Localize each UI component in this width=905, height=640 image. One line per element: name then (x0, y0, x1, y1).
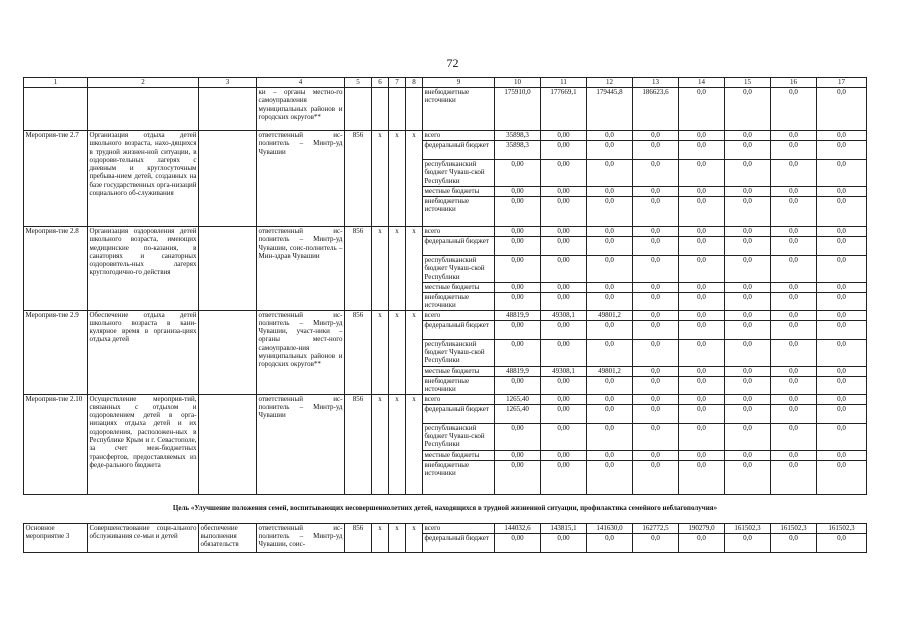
funding-source: всего (423, 227, 495, 237)
value-cell: 0,0 (817, 423, 867, 450)
value-cell: 0,0 (817, 160, 867, 187)
value-cell: 162772,5 (633, 523, 679, 533)
target-code: х (389, 523, 406, 552)
funding-source: всего (423, 310, 495, 320)
value-cell: 0,0 (587, 423, 633, 450)
expense-code: х (406, 131, 423, 227)
value-cell: 48819,9 (495, 366, 541, 376)
value-cell: 0,0 (679, 310, 725, 320)
value-cell: 0,00 (541, 293, 587, 311)
measure-title: Организация оздоровления детей школьного возраста, имеющих медицинские по-казания, в санаториях и санаторных оздоровитель-ных лагерях круглогодично-го действия (88, 227, 199, 311)
value-cell: 0,0 (817, 366, 867, 376)
value-cell: 0,00 (541, 460, 587, 494)
value-cell: 0,0 (725, 366, 771, 376)
value-cell: 0,00 (541, 533, 587, 552)
value-cell: 35898,3 (495, 141, 541, 160)
value-cell: 0,0 (587, 339, 633, 366)
value-cell: 0,0 (817, 131, 867, 141)
funding-source: федеральный бюджет (423, 237, 495, 256)
value-cell: 49801,2 (587, 366, 633, 376)
value-cell: 0,00 (495, 320, 541, 339)
value-cell: 0,0 (587, 197, 633, 227)
column-number: 17 (817, 78, 867, 88)
section-code: х (372, 131, 389, 227)
empty-cell (372, 88, 389, 131)
value-cell: 0,0 (725, 88, 771, 131)
funding-source: местные бюджеты (423, 450, 495, 460)
measure-number: Мероприя-тие 2.10 (24, 394, 88, 494)
value-cell: 0,00 (495, 197, 541, 227)
value-cell: 0,00 (495, 256, 541, 283)
value-cell: 0,0 (633, 423, 679, 450)
value-cell: 0,0 (633, 131, 679, 141)
value-cell: 0,0 (817, 339, 867, 366)
value-cell: 0,0 (633, 376, 679, 394)
value-cell: 143815,1 (541, 523, 587, 533)
value-cell: 0,0 (679, 237, 725, 256)
target-code: х (389, 394, 406, 494)
value-cell: 0,0 (725, 460, 771, 494)
target-code: х (389, 131, 406, 227)
value-cell: 49801,2 (587, 310, 633, 320)
value-cell: 0,0 (679, 450, 725, 460)
column-number: 5 (345, 78, 372, 88)
value-cell: 0,0 (725, 533, 771, 552)
responsible-cell: ответственный ис-полнитель – Минтр-уд Чувашии, соис- (257, 523, 345, 552)
empty-cell (389, 88, 406, 131)
value-cell: 0,0 (679, 423, 725, 450)
measure-title: Обеспечение отдыха детей школьного возраста в кани-кулярное время в организа-циях отдыха детей (88, 310, 199, 394)
value-cell: 179445,8 (587, 88, 633, 131)
funding-source: всего (423, 394, 495, 404)
goal-heading: Цель «Улучшение положения семей, воспитывающих несовершеннолетних детей, находящихся в трудной жизненной ситуации, профилактика семейного неблагополучия» (24, 494, 867, 523)
value-cell: 0,0 (679, 197, 725, 227)
value-cell: 0,0 (771, 141, 817, 160)
value-cell: 0,00 (495, 283, 541, 293)
funding-source: всего (423, 523, 495, 533)
value-cell: 0,0 (679, 187, 725, 197)
budget-code: 856 (345, 394, 372, 494)
column-number: 14 (679, 78, 725, 88)
value-cell: 0,0 (633, 450, 679, 460)
value-cell: 141630,0 (587, 523, 633, 533)
value-cell: 0,0 (725, 131, 771, 141)
value-cell: 0,0 (679, 460, 725, 494)
value-cell: 0,00 (541, 237, 587, 256)
responsible-cell: ки – органы местно-го самоуправления муниципальных районов и городских округов** (257, 88, 345, 131)
expense-code: х (406, 523, 423, 552)
value-cell: 0,0 (771, 366, 817, 376)
column-number: 8 (406, 78, 423, 88)
value-cell: 0,0 (817, 197, 867, 227)
column-number: 12 (587, 78, 633, 88)
value-cell: 0,00 (541, 404, 587, 423)
column-number: 2 (88, 78, 199, 88)
value-cell: 1265,40 (495, 394, 541, 404)
value-cell: 0,0 (679, 366, 725, 376)
value-cell: 0,00 (541, 141, 587, 160)
value-cell: 0,0 (771, 237, 817, 256)
value-cell: 0,00 (541, 320, 587, 339)
measure-title: Осуществление мероприя-тий, связанных с отдыхом и оздоровлением детей в орга-низациях отдыха детей и их оздоровления, расположен-ных в Республике Крым и г. Севастополе, за счет меж-бюджетных трансфертов, предоставляемых из феде-рального бюджета (88, 394, 199, 494)
value-cell: 0,0 (679, 131, 725, 141)
responsible-cell: ответственный ис-полнитель – Минтр-уд Чувашии (257, 131, 345, 227)
value-cell: 0,0 (679, 404, 725, 423)
page-number: 72 (446, 56, 459, 70)
value-cell: 0,0 (587, 256, 633, 283)
value-cell: 0,0 (633, 404, 679, 423)
empty-cell (88, 88, 199, 131)
measure-title: Организация отдыха детей школьного возраста, нахо-дящихся в трудной жизнен-ной ситуации, в оздорови-тельных лагерях с дневным и круглосуточным пребыва-нием детей, созданных на базе государственных орга-низаций социального об-служивания (88, 131, 199, 227)
value-cell: 0,0 (817, 88, 867, 131)
value-cell: 0,0 (679, 293, 725, 311)
value-cell: 0,0 (679, 533, 725, 552)
funding-source: республиканский бюджет Чуваш-ской Республики (423, 160, 495, 187)
value-cell: 0,0 (633, 310, 679, 320)
value-cell: 0,0 (725, 423, 771, 450)
value-cell: 0,0 (817, 460, 867, 494)
value-cell: 0,0 (771, 394, 817, 404)
value-cell: 0,0 (771, 310, 817, 320)
value-cell: 0,0 (771, 423, 817, 450)
value-cell: 0,0 (633, 197, 679, 227)
value-cell: 0,0 (725, 160, 771, 187)
measure-number: Мероприя-тие 2.9 (24, 310, 88, 394)
value-cell: 177669,1 (541, 88, 587, 131)
value-cell: 0,0 (679, 141, 725, 160)
value-cell: 0,0 (771, 160, 817, 187)
value-cell: 0,0 (817, 237, 867, 256)
section-code: х (372, 227, 389, 311)
value-cell: 48819,9 (495, 310, 541, 320)
value-cell: 0,0 (587, 283, 633, 293)
column-number: 15 (725, 78, 771, 88)
funding-source: федеральный бюджет (423, 141, 495, 160)
value-cell: 0,00 (541, 197, 587, 227)
value-cell: 0,00 (495, 339, 541, 366)
value-cell: 0,0 (725, 404, 771, 423)
target-code: х (389, 227, 406, 311)
value-cell: 0,0 (771, 404, 817, 423)
value-cell: 0,0 (725, 450, 771, 460)
column-number: 16 (771, 78, 817, 88)
value-cell: 0,0 (587, 376, 633, 394)
table-row (24, 131, 867, 141)
value-cell: 0,0 (771, 283, 817, 293)
value-cell: 0,0 (771, 187, 817, 197)
continuation-row (24, 88, 867, 131)
value-cell: 0,0 (725, 320, 771, 339)
section-code: х (372, 394, 389, 494)
column-number: 9 (423, 78, 495, 88)
value-cell: 0,0 (725, 283, 771, 293)
value-cell: 0,0 (817, 450, 867, 460)
table-row (24, 227, 867, 237)
value-cell: 49308,1 (541, 310, 587, 320)
value-cell: 0,0 (771, 320, 817, 339)
value-cell: 0,0 (679, 376, 725, 394)
value-cell: 0,0 (725, 197, 771, 227)
goal-row (24, 494, 867, 523)
measure-number: Основное мероприятие 3 (24, 523, 88, 552)
budget-code: 856 (345, 310, 372, 394)
value-cell: 161502,3 (725, 523, 771, 533)
value-cell: 0,0 (817, 533, 867, 552)
value-cell: 0,0 (587, 394, 633, 404)
budget-code: 856 (345, 227, 372, 311)
funding-source: местные бюджеты (423, 283, 495, 293)
value-cell: 0,00 (495, 450, 541, 460)
value-cell: 0,00 (495, 376, 541, 394)
value-cell: 0,0 (633, 141, 679, 160)
value-cell: 0,0 (725, 227, 771, 237)
value-cell: 0,0 (771, 197, 817, 227)
empty-cell (199, 310, 257, 394)
empty-cell (199, 88, 257, 131)
value-cell: 0,0 (817, 310, 867, 320)
value-cell: 0,0 (587, 320, 633, 339)
value-cell: 0,0 (679, 283, 725, 293)
value-cell: 0,0 (725, 293, 771, 311)
value-cell: 0,0 (587, 533, 633, 552)
value-cell: 0,0 (817, 187, 867, 197)
budget-code: 856 (345, 523, 372, 552)
measure-number: Мероприя-тие 2.8 (24, 227, 88, 311)
value-cell: 0,0 (587, 141, 633, 160)
value-cell: 0,00 (541, 394, 587, 404)
value-cell: 0,0 (587, 404, 633, 423)
funding-source: всего (423, 131, 495, 141)
value-cell: 0,0 (633, 283, 679, 293)
table-row (24, 523, 867, 533)
value-cell: 0,0 (679, 339, 725, 366)
budget-code: 856 (345, 131, 372, 227)
column-number: 6 (372, 78, 389, 88)
value-cell: 144032,6 (495, 523, 541, 533)
value-cell: 0,0 (587, 237, 633, 256)
value-cell: 0,0 (679, 160, 725, 187)
table-row (24, 394, 867, 404)
value-cell: 0,00 (495, 533, 541, 552)
value-cell: 0,0 (771, 88, 817, 131)
value-cell: 175910,0 (495, 88, 541, 131)
value-cell: 0,0 (633, 160, 679, 187)
value-cell: 0,0 (633, 366, 679, 376)
value-cell: 0,0 (817, 283, 867, 293)
column-number: 3 (199, 78, 257, 88)
funding-source: республиканский бюджет Чуваш-ской Республики (423, 339, 495, 366)
value-cell: 0,0 (587, 131, 633, 141)
value-cell: 0,0 (633, 293, 679, 311)
value-cell: 0,0 (633, 460, 679, 494)
value-cell: 0,0 (633, 320, 679, 339)
value-cell: 0,0 (817, 141, 867, 160)
value-cell: 0,0 (771, 256, 817, 283)
funding-source: внебюджетные источники (423, 376, 495, 394)
funding-source: внебюджетные источники (423, 197, 495, 227)
empty-cell (199, 227, 257, 311)
value-cell: 35898,3 (495, 131, 541, 141)
measure-goal: обеспечение выполнения обязательств (199, 523, 257, 552)
value-cell: 0,0 (817, 394, 867, 404)
funding-source: федеральный бюджет (423, 533, 495, 552)
value-cell: 0,00 (541, 423, 587, 450)
funding-source: местные бюджеты (423, 366, 495, 376)
funding-source: республиканский бюджет Чуваш-ской Республики (423, 423, 495, 450)
empty-cell (199, 394, 257, 494)
empty-cell (406, 88, 423, 131)
value-cell: 0,0 (817, 320, 867, 339)
value-cell: 0,0 (771, 533, 817, 552)
responsible-cell: ответственный ис-полнитель – Минтр-уд Чувашии (257, 394, 345, 494)
column-number: 13 (633, 78, 679, 88)
value-cell: 0,0 (725, 339, 771, 366)
value-cell: 0,0 (817, 293, 867, 311)
measure-title: Совершенствование соци-ального обслуживания се-мьи и детей (88, 523, 199, 552)
funding-source: федеральный бюджет (423, 404, 495, 423)
value-cell: 0,0 (725, 256, 771, 283)
expense-code: х (406, 227, 423, 311)
section-code: х (372, 310, 389, 394)
column-number-row (24, 78, 867, 88)
value-cell: 0,00 (541, 283, 587, 293)
expense-code: х (406, 310, 423, 394)
value-cell: 0,0 (679, 394, 725, 404)
value-cell: 161502,3 (817, 523, 867, 533)
value-cell: 0,00 (541, 376, 587, 394)
funding-source: республиканский бюджет Чуваш-ской Республики (423, 256, 495, 283)
table-row (24, 310, 867, 320)
value-cell: 0,00 (495, 460, 541, 494)
value-cell: 0,0 (725, 237, 771, 256)
value-cell: 0,00 (495, 227, 541, 237)
value-cell: 0,0 (587, 160, 633, 187)
value-cell: 0,0 (633, 227, 679, 237)
value-cell: 0,0 (633, 237, 679, 256)
measure-number: Мероприя-тие 2.7 (24, 131, 88, 227)
funding-source: внебюджетные источники (423, 460, 495, 494)
value-cell: 0,0 (725, 141, 771, 160)
value-cell: 0,00 (541, 131, 587, 141)
value-cell: 0,00 (495, 237, 541, 256)
value-cell: 186623,6 (633, 88, 679, 131)
value-cell: 0,0 (679, 88, 725, 131)
value-cell: 1265,40 (495, 404, 541, 423)
empty-cell (24, 88, 88, 131)
funding-source: местные бюджеты (423, 187, 495, 197)
empty-cell (199, 131, 257, 227)
value-cell: 0,0 (817, 404, 867, 423)
value-cell: 0,0 (587, 293, 633, 311)
value-cell: 0,0 (725, 376, 771, 394)
value-cell: 0,00 (541, 187, 587, 197)
funding-source: федеральный бюджет (423, 320, 495, 339)
value-cell: 0,0 (771, 293, 817, 311)
value-cell: 0,00 (541, 256, 587, 283)
value-cell: 0,00 (495, 160, 541, 187)
value-cell: 0,0 (587, 460, 633, 494)
value-cell: 0,0 (771, 339, 817, 366)
column-number: 11 (541, 78, 587, 88)
value-cell: 0,0 (633, 339, 679, 366)
value-cell: 0,0 (725, 310, 771, 320)
value-cell: 0,0 (771, 450, 817, 460)
value-cell: 0,0 (633, 256, 679, 283)
value-cell: 0,0 (817, 256, 867, 283)
expense-code: х (406, 394, 423, 494)
value-cell: 0,00 (541, 227, 587, 237)
responsible-cell: ответственный ис-полнитель – Минтр-уд Чувашии, участ-ники – органы мест-ного самоуправле-ния муниципальных районов и городских округов** (257, 310, 345, 394)
value-cell: 0,0 (679, 256, 725, 283)
value-cell: 0,0 (633, 187, 679, 197)
value-cell: 0,0 (587, 450, 633, 460)
value-cell: 0,0 (771, 131, 817, 141)
funding-source: внебюджетные источники (423, 88, 495, 131)
value-cell: 0,0 (633, 394, 679, 404)
budget-table (23, 77, 867, 553)
value-cell: 0,0 (817, 376, 867, 394)
empty-cell (345, 88, 372, 131)
value-cell: 0,0 (587, 187, 633, 197)
responsible-cell: ответственный ис-полнитель – Минтр-уд Чувашии, соис-полнитель – Мин-здрав Чувашии (257, 227, 345, 311)
value-cell: 0,0 (817, 227, 867, 237)
value-cell: 0,0 (679, 320, 725, 339)
value-cell: 0,0 (587, 227, 633, 237)
value-cell: 0,00 (541, 450, 587, 460)
value-cell: 0,00 (495, 187, 541, 197)
target-code: х (389, 310, 406, 394)
value-cell: 0,0 (771, 460, 817, 494)
column-number: 4 (257, 78, 345, 88)
value-cell: 161502,3 (771, 523, 817, 533)
value-cell: 0,0 (633, 533, 679, 552)
value-cell: 0,00 (541, 160, 587, 187)
section-code: х (372, 523, 389, 552)
value-cell: 0,00 (495, 293, 541, 311)
value-cell: 0,0 (725, 394, 771, 404)
value-cell: 190279,0 (679, 523, 725, 533)
value-cell: 0,00 (495, 423, 541, 450)
value-cell: 0,0 (725, 187, 771, 197)
value-cell: 0,0 (771, 376, 817, 394)
value-cell: 0,00 (541, 339, 587, 366)
value-cell: 0,0 (679, 227, 725, 237)
column-number: 1 (24, 78, 88, 88)
column-number: 7 (389, 78, 406, 88)
value-cell: 0,0 (771, 227, 817, 237)
value-cell: 49308,1 (541, 366, 587, 376)
column-number: 10 (495, 78, 541, 88)
funding-source: внебюджетные источники (423, 293, 495, 311)
